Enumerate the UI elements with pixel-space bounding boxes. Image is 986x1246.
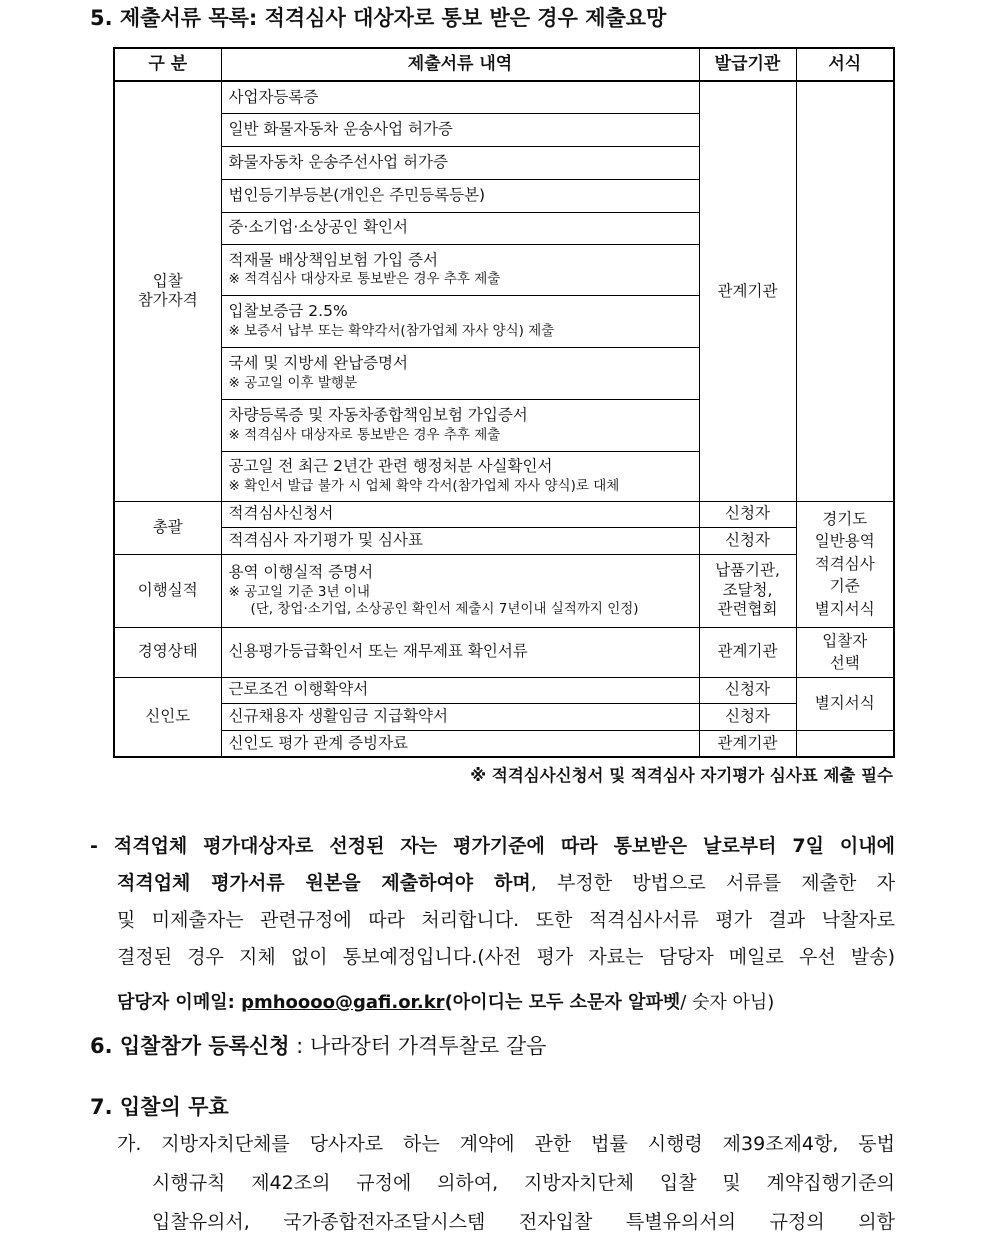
document-cell: 적격심사 자기평가 및 심사표 <box>221 527 699 554</box>
documents-table <box>113 47 895 758</box>
table-header-row <box>114 48 894 81</box>
table-row <box>114 677 894 703</box>
form-cell-gyeonggi: 경기도 일반용역 적격심사 기준 별지서식 <box>796 501 894 627</box>
form-cell-empty <box>796 81 894 501</box>
paragraph-line: 결정된 경우 지체 없이 통보예정입니다.(사전 평가 자료는 담당자 메일로 우선 발송) <box>117 946 895 968</box>
paragraph-line: 입찰유의서, 국가종합전자조달시스템 전자입찰 특별유의서의 규정의 의함 <box>152 1211 895 1233</box>
document-note: ※ 적격심사 대상자로 통보받은 경우 추후 제출 <box>228 271 501 288</box>
table-row <box>114 554 894 627</box>
form-cell-empty <box>796 730 894 757</box>
issuer-cell: 신청자 <box>699 677 796 703</box>
header-form: 서식 <box>796 48 894 81</box>
table-row <box>114 501 894 527</box>
document-note: ※ 공고일 기준 3년 이내 <box>228 583 370 600</box>
contact-label: 담당자 이메일: <box>117 992 242 1013</box>
document-cell: 국세 및 지방세 완납증명서 ※ 공고일 이후 발행분 <box>221 347 699 399</box>
document-cell: 일반 화물자동차 운송사업 허가증 <box>221 113 699 146</box>
document-note: ※ 공고일 이후 발행분 <box>228 374 358 391</box>
document-cell: 사업자등록증 <box>221 81 699 113</box>
paragraph-line: - 적격업체 평가대상자로 선정된 자는 평가기준에 따라 통보받은 날로부터 7일 이내에 <box>90 835 895 857</box>
header-documents: 제출서류 내역 <box>221 48 699 81</box>
document-cell: 근로조건 이행확약서 <box>221 677 699 703</box>
issuer-cell: 관계기관 <box>699 627 796 677</box>
issuer-cell: 관계기관 <box>699 730 796 757</box>
document-cell: 입찰보증금 2.5% ※ 보증서 납부 또는 확약각서(참가업체 자사 양식) 제출 <box>221 295 699 347</box>
table-row <box>114 527 894 554</box>
contact-note-rest: / 숫자 아님) <box>680 992 775 1013</box>
category-performance: 이행실적 <box>114 554 221 627</box>
section-6-title: 6. 입찰참가 등록신청 : 나라장터 가격투찰로 갈음 <box>90 1034 547 1058</box>
document-note: ※ 확인서 발급 불가 시 업체 확약 각서(참가업체 자사 양식)로 대체 <box>228 477 620 494</box>
form-cell-bidder-choice: 입찰자 선택 <box>796 627 894 677</box>
contact-line <box>117 988 774 1014</box>
table-footnote: ※ 적격심사신청서 및 적격심사 자기평가 심사표 제출 필수 <box>470 766 893 785</box>
category-management: 경영상태 <box>114 627 221 677</box>
document-cell: 적재물 배상책임보험 가입 증서 ※ 적격심사 대상자로 통보받은 경우 추후 제출 <box>221 244 699 295</box>
paragraph-line: 시행규칙 제42조의 규정에 의하여, 지방자치단체 입찰 및 계약집행기준의 <box>152 1172 895 1194</box>
table-row <box>114 703 894 730</box>
section-7-title: 7. 입찰의 무효 <box>90 1095 229 1119</box>
issuer-cell: 신청자 <box>699 527 796 554</box>
document-cell: 화물자동차 운송주선사업 허가증 <box>221 146 699 179</box>
document-cell: 차량등록증 및 자동차종합책임보험 가입증서 ※ 적격심사 대상자로 통보받은 경우 추후 제출 <box>221 399 699 451</box>
table-row <box>114 627 894 677</box>
form-cell-attached: 별지서식 <box>796 677 894 730</box>
document-note: ※ 보증서 납부 또는 확약각서(참가업체 자사 양식) 제출 <box>228 322 555 339</box>
issuer-cell: 관계기관 <box>699 81 796 501</box>
paragraph-line: 적격업체 평가서류 원본을 제출하여야 하며, 부정한 방법으로 서류를 제출한 자 <box>117 872 895 894</box>
document-cell: 신인도 평가 관계 증빙자료 <box>221 730 699 757</box>
header-issuer: 발급기관 <box>699 48 796 81</box>
category-credibility: 신인도 <box>114 677 221 757</box>
document-cell: 신규채용자 생활임금 지급확약서 <box>221 703 699 730</box>
issuer-cell: 납품기관, 조달청, 관련협회 <box>699 554 796 627</box>
paragraph-line: 및 미제출자는 관련규정에 따라 처리합니다. 또한 적격심사서류 평가 결과 낙찰자로 <box>117 909 895 931</box>
issuer-cell: 신청자 <box>699 501 796 527</box>
issuer-cell: 신청자 <box>699 703 796 730</box>
document-cell: 용역 이행실적 증명서 ※ 공고일 기준 3년 이내 (단, 창업·소기업, 소상공인 확인서 제출시 7년이내 실적까지 인정) <box>221 554 699 627</box>
category-general: 총괄 <box>114 501 221 554</box>
document-cell: 공고일 전 최근 2년간 관련 행정처분 사실확인서 ※ 확인서 발급 불가 시 업체 확약 각서(참가업체 자사 양식)로 대체 <box>221 451 699 501</box>
document-cell: 신용평가등급확인서 또는 재무제표 확인서류 <box>221 627 699 677</box>
paragraph-line: 가. 지방자치단체를 당사자로 하는 계약에 관한 법률 시행령 제39조제4항, 동법 <box>117 1133 895 1155</box>
document-cell: 중·소기업·소상공인 확인서 <box>221 212 699 244</box>
contact-note: (아이디는 모두 소문자 알파벳 <box>444 992 681 1013</box>
document-cell: 적격심사신청서 <box>221 501 699 527</box>
document-note-detail: (단, 창업·소기업, 소상공인 확인서 제출시 7년이내 실적까지 인정) <box>250 600 639 617</box>
table-row <box>114 730 894 757</box>
evaluation-paragraph <box>90 828 895 976</box>
contact-email-link[interactable]: pmhoooo@gafi.or.kr <box>241 992 445 1013</box>
document-note: ※ 적격심사 대상자로 통보받은 경우 추후 제출 <box>228 426 501 443</box>
table-row <box>114 81 894 113</box>
section-7-item-ga <box>117 1125 895 1242</box>
section-5-title: 5. 제출서류 목록: 적격심사 대상자로 통보 받은 경우 제출요망 <box>90 6 667 30</box>
category-bid-qualification: 입찰 참가자격 <box>114 81 221 501</box>
header-category: 구 분 <box>114 48 221 81</box>
document-cell: 법인등기부등본(개인은 주민등록등본) <box>221 179 699 212</box>
